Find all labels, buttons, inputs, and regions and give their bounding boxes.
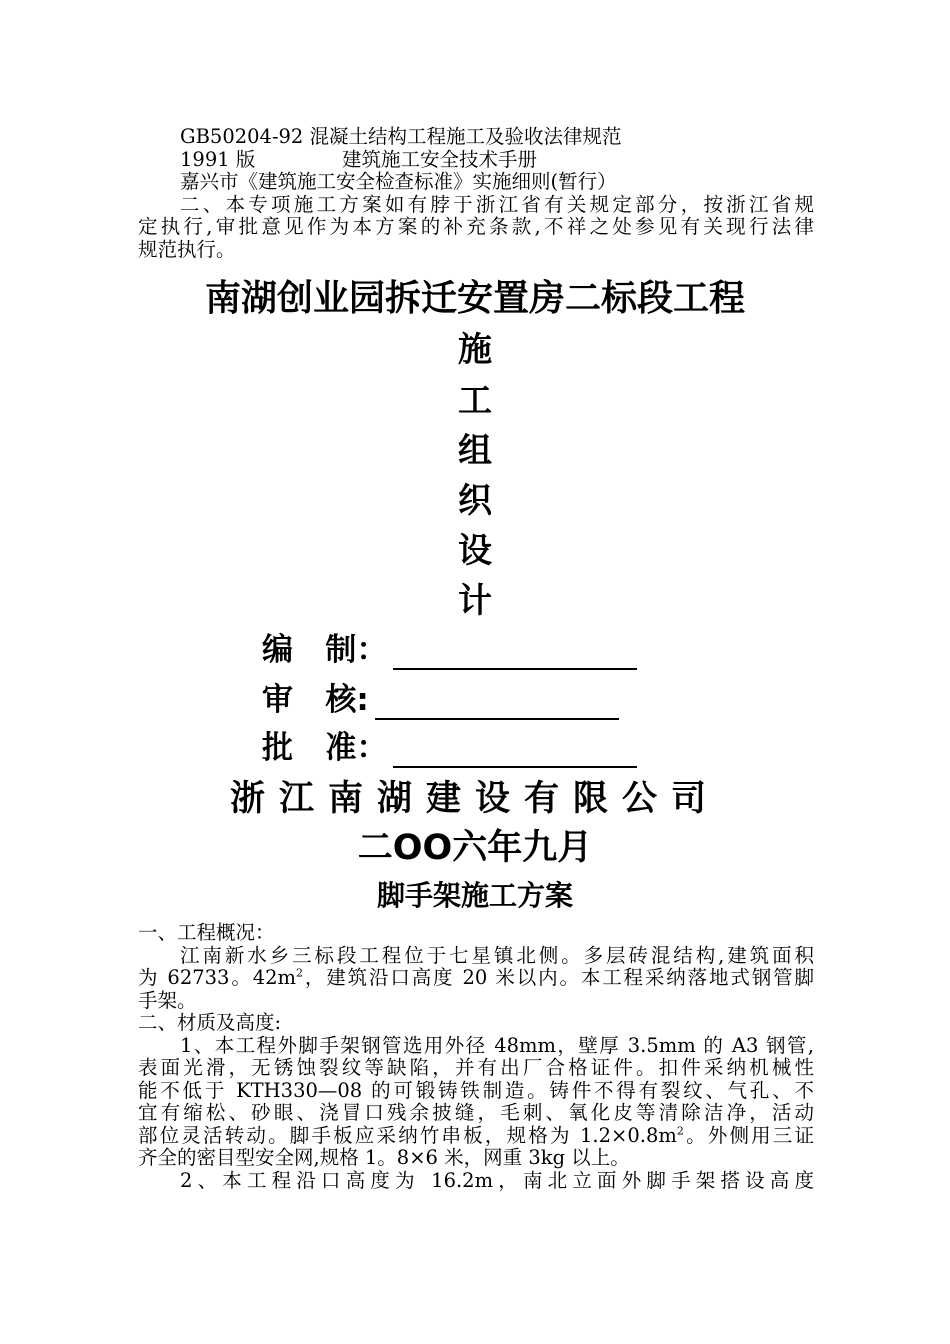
approved-by-label: 批 准： bbox=[262, 730, 388, 766]
issue-date: 二OO六年九月 bbox=[357, 828, 593, 868]
reference-line-3: 嘉兴市《建筑施工安全检查标准》实施细则(暂行） bbox=[180, 170, 617, 193]
doc-title-char-3: 组 bbox=[458, 431, 492, 471]
para-3-line-1: 2、本工程沿口高度为 16.2m，南北立面外脚手架搭设高度 bbox=[180, 1168, 814, 1192]
heading-1: 一、工程概况： bbox=[138, 921, 275, 944]
reviewed-by-label: 审 核: bbox=[262, 682, 369, 718]
note-line-3: 规范执行。 bbox=[138, 237, 236, 261]
para-2-line-5-end: 。外侧用三证 bbox=[683, 1123, 814, 1147]
compiled-by-blank bbox=[393, 634, 637, 670]
para-2-line-5 bbox=[138, 1125, 814, 1148]
reviewed-by-blank bbox=[375, 684, 619, 720]
superscript-2: 2 bbox=[296, 966, 303, 980]
reviewed-by-row bbox=[262, 680, 619, 720]
reference-line-1: GB50204-92 混凝土结构工程施工及验收法律规范 bbox=[180, 125, 622, 148]
doc-title-char-5: 设 bbox=[458, 531, 492, 571]
note-line-1: 二、本专项施工方案如有脖于浙江省有关规定部分，按浙江省规 bbox=[180, 192, 814, 216]
para-1-line-3: 手架。 bbox=[138, 988, 197, 1012]
para-1-line-2-end: ，建筑沿口高度 20 米以内。本工程采纳落地式钢管脚 bbox=[303, 966, 814, 989]
doc-title-char-1: 施 bbox=[458, 330, 492, 370]
para-2-line-2: 表面光滑，无锈蚀裂纹等缺陷，并有出厂合格证件。扣件采纳机械性 bbox=[138, 1056, 814, 1079]
doc-title-char-4: 织 bbox=[458, 481, 492, 521]
section-title: 脚手架施工方案 bbox=[376, 879, 573, 912]
para-1-line-2 bbox=[138, 967, 814, 990]
para-2-line-4: 宜有缩松、砂眼、浇冒口残余披缝，毛刺、氧化皮等清除洁净，活动 bbox=[138, 1101, 814, 1124]
heading-2: 二、材质及高度: bbox=[138, 1011, 282, 1034]
company-name: 浙江南湖建设有限公司 bbox=[229, 779, 720, 819]
compiled-by-row bbox=[262, 630, 637, 670]
reference-handbook: 建筑施工安全技术手册 bbox=[342, 147, 538, 171]
reference-line-2 bbox=[138, 149, 814, 172]
references-block bbox=[138, 126, 814, 261]
approved-by-row bbox=[262, 728, 637, 768]
para-2-line-6: 齐全的密目型安全网,规格 1。8×6 米，网重 3kg 以上。 bbox=[138, 1146, 630, 1169]
compiled-by-label: 编 制： bbox=[262, 632, 388, 668]
reference-edition: 1991 版 bbox=[180, 147, 256, 171]
para-2-line-3: 能不低于 KTH330—08 的可锻铸铁制造。铸件不得有裂纹、气孔、不 bbox=[138, 1078, 814, 1102]
doc-title-char-6: 计 bbox=[458, 581, 492, 621]
note-line-2: 定执行,审批意见作为本方案的补充条款,不祥之处参见有关现行法律 bbox=[138, 215, 814, 238]
para-1-line-2-start: 为 62733。42m bbox=[138, 966, 296, 989]
project-title: 南湖创业园拆迁安置房二标段工程 bbox=[204, 278, 745, 319]
doc-title-char-2: 工 bbox=[458, 381, 492, 421]
para-2-line-5-start: 部位灵活转动。脚手板应采纳竹串板，规格为 1.2×0.8m bbox=[138, 1123, 677, 1147]
superscript-2: 2 bbox=[676, 1124, 684, 1137]
para-1-line-1: 江南新水乡三标段工程位于七星镇北侧。多层砖混结构,建筑面积 bbox=[180, 943, 814, 967]
section-body bbox=[138, 922, 814, 1192]
approved-by-blank bbox=[393, 732, 637, 768]
para-2-line-1: 1、本工程外脚手架钢管选用外径 48mm，壁厚 3.5mm 的 A3 钢管, bbox=[180, 1033, 814, 1057]
